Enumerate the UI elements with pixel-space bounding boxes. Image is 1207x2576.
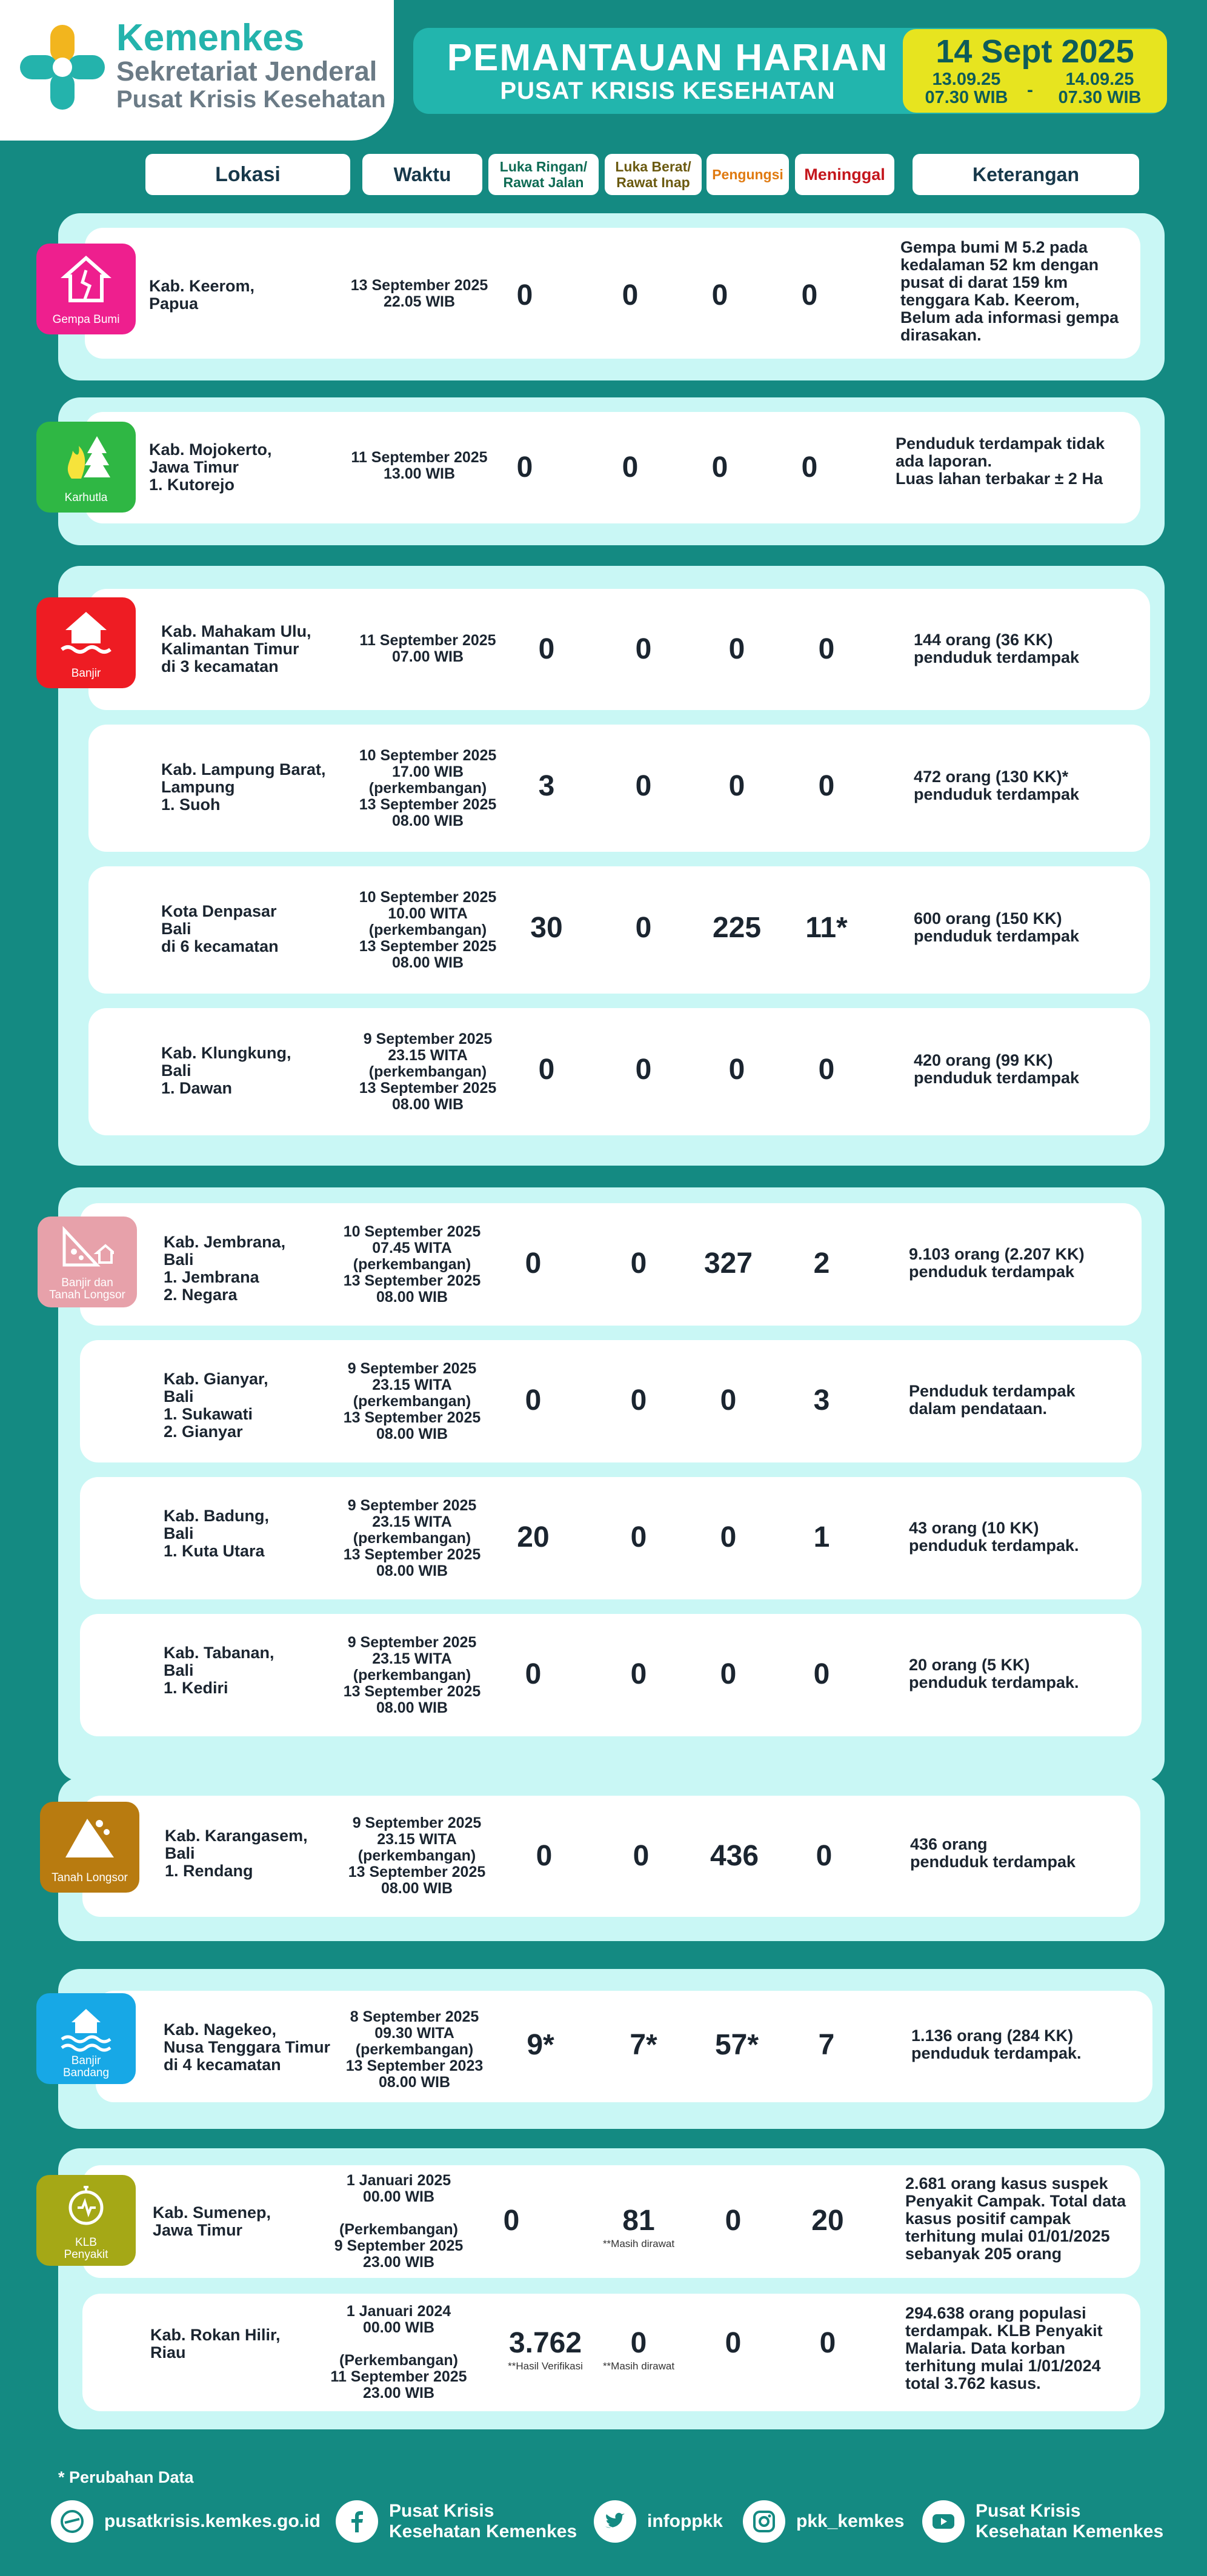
instagram-handle[interactable]: pkk_kemkes [796,2511,905,2531]
row-meninggal: 0 [818,633,835,665]
row-pengungsi: 57* [714,2029,759,2061]
row-pengungsi: 0 [720,1384,737,1416]
brand-sub-1: Sekretariat Jenderal [116,56,377,87]
facebook-icon [336,2500,378,2543]
tanah-longsor-badge [40,1802,139,1893]
row-luka-ringan: 0 [516,279,533,311]
row-luka-ringan: 0 [516,451,533,483]
row-luka-ringan: 0 [525,1384,542,1416]
footer-twitter[interactable] [594,2497,723,2546]
col-lokasi: Lokasi [145,154,350,195]
row-keterangan: 1.136 orang (284 KK) penduduk terdampak. [911,2027,1082,2062]
kemenkes-logo-icon [17,22,108,113]
footer-website[interactable] [51,2497,321,2546]
row-waktu: 10 September 2025 07.45 WITA (perkembangan) 13 September 2025 08.00 WIB [343,1223,481,1306]
row-luka-berat: 0 [630,1521,647,1553]
forest-fire-icon [59,430,113,485]
table-row [88,725,1150,852]
row-waktu: 9 September 2025 23.15 WITA (perkembangan) 13 September 2025 08.00 WIB [343,1360,481,1442]
globe-icon [51,2500,93,2543]
col-luka-ringan: Luka Ringan/ Rawat Jalan [488,154,599,195]
row-luka-ringan-note: **Hasil Verifikasi [508,2360,583,2372]
page-subtitle: PUSAT KRISIS KESEHATAN [500,78,836,104]
row-meninggal: 0 [801,279,818,311]
gempa-bumi-badge [36,244,136,334]
row-luka-ringan: 0 [525,1658,542,1690]
row-keterangan: 294.638 orang populasi terdampak. KLB Penyakit Malaria. Data korban terhitung mulai 1/01/2024 total 3.762 kasus. [905,2304,1103,2392]
row-pengungsi: 0 [728,770,745,802]
row-meninggal: 1 [813,1521,830,1553]
row-luka-berat: 0 [633,1840,650,1872]
row-lokasi: Kab. Keerom, Papua [149,277,255,313]
row-meninggal: 7 [818,2029,835,2061]
row-keterangan: 420 orang (99 KK) penduduk terdampak [914,1051,1080,1087]
row-pengungsi: 0 [720,1658,737,1690]
table-row [88,1008,1150,1135]
outbreak-icon [59,2183,113,2238]
section-banjir-longsor [49,1187,1165,1781]
youtube-icon [922,2500,965,2543]
table-row [80,1203,1142,1326]
landslide-icon [63,1810,116,1865]
row-keterangan: Penduduk terdampak tidak ada laporan. Luas lahan terbakar ± 2 Ha [896,434,1105,488]
row-meninggal: 0 [816,1840,833,1872]
range-end: 14.09.25 07.30 WIB [1058,70,1142,107]
category-label: KLB Penyakit [64,2236,108,2261]
row-waktu: 10 September 2025 17.00 WIB (perkembangan) 13 September 2025 08.00 WIB [359,747,497,829]
row-luka-berat-note: **Masih dirawat [602,2360,675,2372]
row-luka-berat-note: **Masih dirawat [602,2238,675,2249]
row-luka-berat: 0 [630,1247,647,1280]
row-lokasi: Kab. Jembrana, Bali 1. Jembrana 2. Negara [164,1233,286,1304]
table-row [80,1477,1142,1599]
row-luka-ringan: 0 [538,1054,555,1086]
row-lokasi: Kab. Rokan Hilir, Riau [150,2326,281,2362]
col-waktu: Waktu [362,154,482,195]
row-keterangan: Gempa bumi M 5.2 pada kedalaman 52 km dengan pusat di darat 159 km tenggara Kab. Keerom, Belum ada informasi gempa dirasakan. [900,238,1119,344]
row-keterangan: 9.103 orang (2.207 KK) penduduk terdampak [909,1245,1085,1281]
row-meninggal: 0 [818,770,835,802]
table-row [88,589,1150,710]
table-row [88,866,1150,994]
row-luka-ringan: 0 [536,1840,553,1872]
footnote: * Perubahan Data [58,2468,194,2486]
row-luka-berat: 81 [622,2205,655,2237]
row-lokasi: Kab. Nagekeo, Nusa Tenggara Timur di 4 kecamatan [164,2020,331,2074]
row-meninggal: 0 [813,1658,830,1690]
footer-instagram[interactable] [743,2497,904,2546]
row-waktu: 11 September 2025 07.00 WIB [359,632,496,665]
karhutla-badge [36,422,136,513]
row-luka-berat: 0 [622,451,639,483]
row-luka-berat: 0 [635,770,652,802]
range-separator: - [1027,80,1033,100]
row-keterangan: 43 orang (10 KK) penduduk terdampak. [909,1519,1079,1555]
row-lokasi: Kab. Klungkung, Bali 1. Dawan [161,1044,291,1097]
row-luka-berat: 0 [635,912,652,944]
row-meninggal: 2 [813,1247,830,1280]
table-row [80,1614,1142,1736]
row-pengungsi: 436 [710,1840,759,1872]
row-meninggal: 3 [813,1384,830,1416]
row-luka-ringan: 0 [538,633,555,665]
klb-badge [36,2175,136,2266]
row-pengungsi: 0 [711,279,728,311]
facebook-link[interactable]: Pusat Krisis Kesehatan Kemenkes [389,2501,577,2541]
row-keterangan: 600 orang (150 KK) penduduk terdampak [914,909,1080,945]
youtube-link[interactable]: Pusat Krisis Kesehatan Kemenkes [976,2501,1164,2541]
brand-name: Kemenkes [116,17,305,59]
twitter-icon [594,2500,636,2543]
row-luka-ringan: 20 [517,1521,550,1553]
row-luka-ringan: 3 [538,770,555,802]
flash-flood-icon [59,2002,113,2056]
row-keterangan: Penduduk terdampak dalam pendataan. [909,1382,1076,1418]
row-lokasi: Kab. Karangasem, Bali 1. Rendang [165,1827,308,1880]
instagram-icon [743,2500,785,2543]
row-waktu: 9 September 2025 23.15 WITA (perkembangan) 13 September 2025 08.00 WIB [343,1634,481,1716]
row-lokasi: Kab. Lampung Barat, Lampung 1. Suoh [161,760,326,814]
row-luka-berat: 7* [630,2029,657,2061]
category-label: Banjir Bandang [62,2054,110,2079]
row-meninggal: 0 [801,451,818,483]
row-waktu: 1 Januari 2024 00.00 WIB (Perkembangan) 11 September 2025 23.00 WIB [330,2303,467,2402]
row-lokasi: Kab. Gianyar, Bali 1. Sukawati 2. Gianyar [164,1370,268,1441]
row-luka-berat: 0 [630,1384,647,1416]
row-waktu: 8 September 2025 09.30 WITA (perkembangan) 13 September 2023 08.00 WIB [345,2008,484,2091]
row-lokasi: Kab. Mahakam Ulu, Kalimantan Timur di 3 kecamatan [161,622,311,676]
table-row [82,2294,1140,2411]
table-row [96,1991,1152,2102]
logo-panel [0,0,394,141]
row-waktu: 9 September 2025 23.15 WITA (perkembangan) 13 September 2025 08.00 WIB [343,1497,481,1579]
row-luka-ringan: 0 [503,2205,520,2237]
row-keterangan: 2.681 orang kasus suspek Penyakit Campak. Total data kasus positif campak terhitung mulai 01/01/2025 sebanyak 205 orang [905,2174,1126,2263]
category-label: Gempa Bumi [52,313,120,326]
flood-landslide-icon [61,1225,114,1280]
row-luka-ringan: 9* [527,2029,554,2061]
row-luka-berat: 0 [630,1658,647,1690]
row-luka-ringan: 30 [530,912,563,944]
row-meninggal: 0 [819,2327,836,2359]
row-pengungsi: 0 [725,2327,742,2359]
col-meninggal: Meninggal [795,154,894,195]
range-start: 13.09.25 07.30 WIB [925,70,1008,107]
earthquake-house-icon [59,252,113,307]
row-luka-berat: 0 [635,1054,652,1086]
table-row [82,2165,1140,2278]
col-pengungsi: Pengungsi [707,154,789,195]
row-lokasi: Kota Denpasar Bali di 6 kecamatan [161,902,279,955]
row-luka-berat: 0 [635,633,652,665]
row-waktu: 10 September 2025 10.00 WITA (perkembangan) 13 September 2025 08.00 WIB [359,889,497,971]
category-label: Banjir [71,667,101,680]
section-banjir [58,566,1165,1166]
category-label: Banjir dan Tanah Longsor [49,1276,125,1301]
page-title: PEMANTAUAN HARIAN [447,37,889,79]
row-waktu: 9 September 2025 23.15 WITA (perkembangan) 13 September 2025 08.00 WIB [359,1031,497,1113]
section-tanah-longsor [52,1778,1165,1941]
category-label: Tanah Longsor [52,1871,128,1884]
table-row [85,412,1140,523]
row-pengungsi: 0 [728,633,745,665]
report-date: 14 Sept 2025 [936,33,1134,70]
section-klb-penyakit [58,2148,1165,2429]
row-keterangan: 144 orang (36 KK) penduduk terdampak [914,631,1080,666]
table-row [82,1796,1140,1917]
row-meninggal: 0 [818,1054,835,1086]
brand-sub-2: Pusat Krisis Kesehatan [116,86,386,113]
row-luka-berat: 0 [630,2327,647,2359]
row-lokasi: Kab. Badung, Bali 1. Kuta Utara [164,1507,269,1560]
table-row [85,228,1140,359]
row-pengungsi: 0 [725,2205,742,2237]
row-lokasi: Kab. Sumenep, Jawa Timur [153,2203,271,2239]
banjir-bandang-badge [36,1993,136,2084]
row-meninggal: 11* [805,912,848,944]
row-waktu: 13 September 2025 22.05 WIB [350,277,488,310]
section-karhutla [58,397,1165,545]
date-badge [903,29,1167,113]
col-luka-berat: Luka Berat/ Rawat Inap [605,154,702,195]
row-lokasi: Kab. Tabanan, Bali 1. Kediri [164,1644,274,1697]
row-keterangan: 436 orang penduduk terdampak [910,1835,1076,1871]
flood-house-icon [59,606,113,660]
row-luka-ringan: 0 [525,1247,542,1280]
footer-facebook[interactable] [336,2497,577,2546]
row-pengungsi: 0 [728,1054,745,1086]
banjir-badge [36,597,136,688]
row-keterangan: 472 orang (130 KK)* penduduk terdampak [914,768,1080,803]
website-link[interactable]: pusatkrisis.kemkes.go.id [104,2511,321,2531]
row-keterangan: 20 orang (5 KK) penduduk terdampak. [909,1656,1079,1691]
row-waktu: 9 September 2025 23.15 WITA (perkembangan) 13 September 2025 08.00 WIB [348,1814,486,1897]
row-pengungsi: 225 [712,912,762,944]
banjir-longsor-badge [38,1217,137,1307]
row-waktu: 1 Januari 2025 00.00 WIB (Perkembangan) 9 September 2025 23.00 WIB [334,2172,464,2271]
section-banjir-bandang [58,1969,1165,2129]
row-pengungsi: 0 [711,451,728,483]
row-pengungsi: 327 [703,1247,753,1280]
row-waktu: 11 September 2025 13.00 WIB [351,449,488,482]
footer-youtube[interactable] [922,2497,1163,2546]
row-luka-ringan: 3.762 [508,2327,582,2359]
row-meninggal: 20 [811,2205,844,2237]
col-keterangan: Keterangan [913,154,1139,195]
row-luka-berat: 0 [622,279,639,311]
row-lokasi: Kab. Mojokerto, Jawa Timur 1. Kutorejo [149,440,272,494]
section-gempa-bumi [52,213,1165,380]
twitter-handle[interactable]: infoppkk [647,2511,723,2531]
category-label: Karhutla [64,491,108,504]
table-row [80,1340,1142,1462]
row-pengungsi: 0 [720,1521,737,1553]
